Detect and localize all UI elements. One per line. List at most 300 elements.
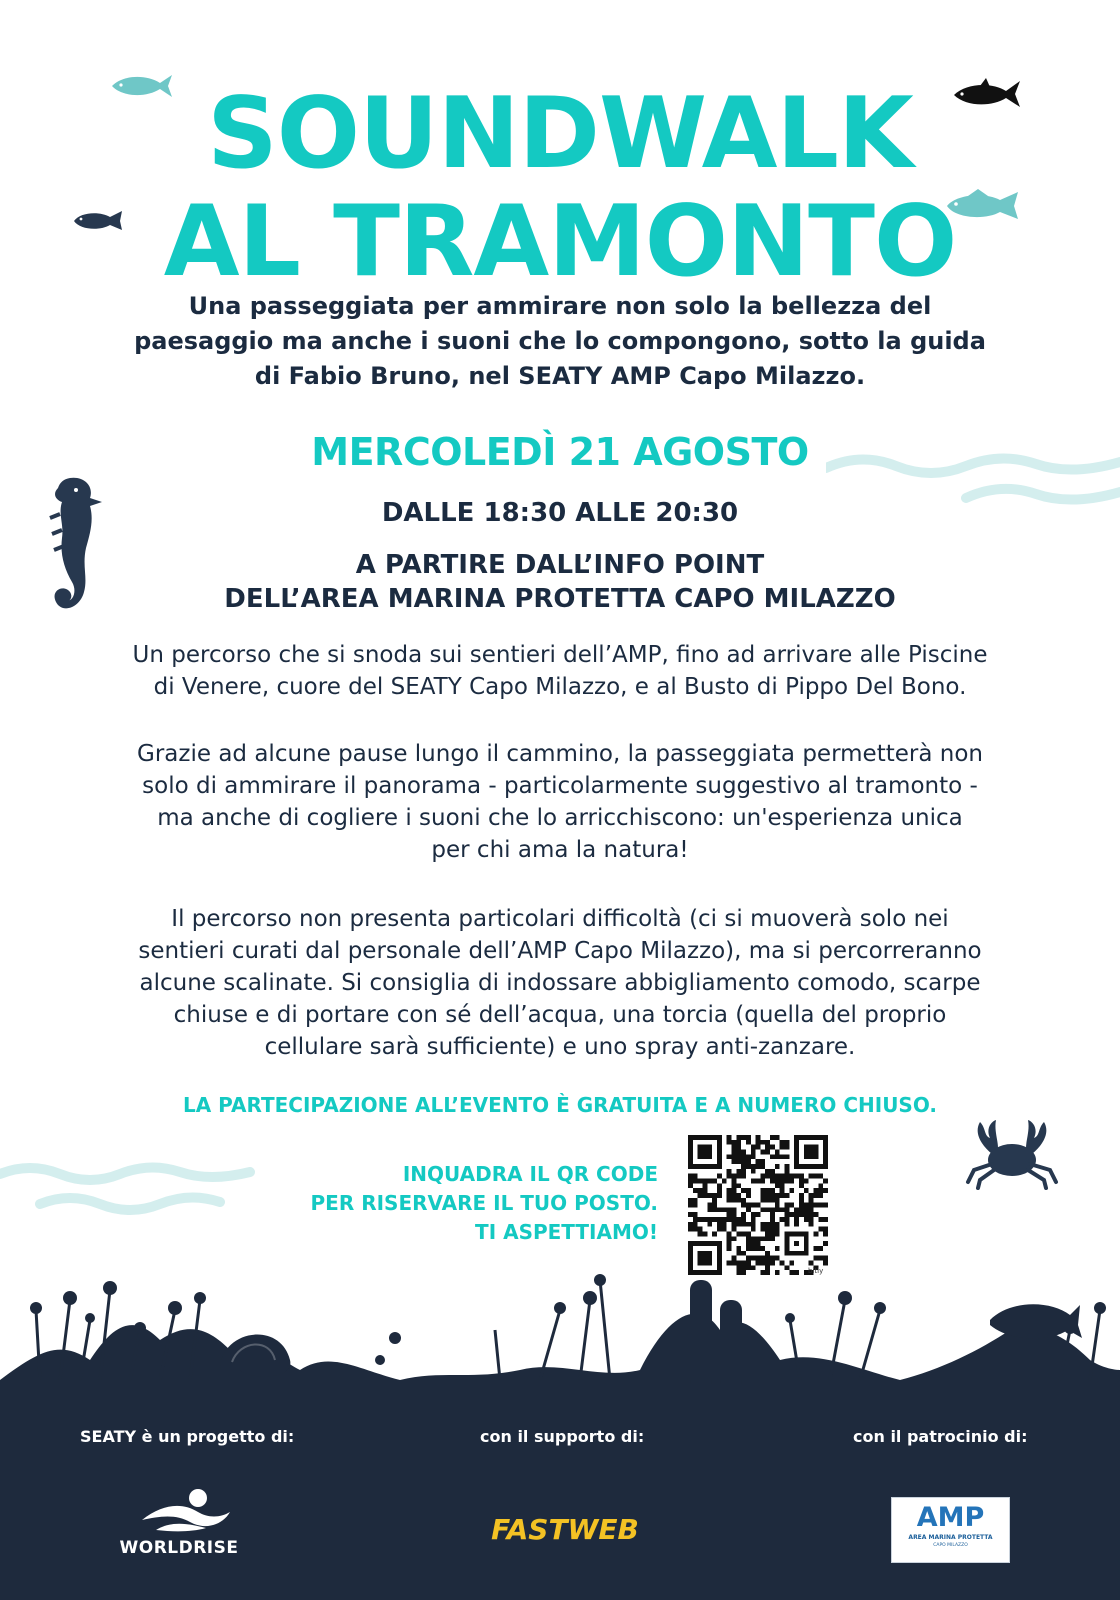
amp-logo-location: CAPO MILAZZO	[933, 1543, 968, 1548]
qr-module	[727, 1232, 732, 1237]
qr-code-icon[interactable]	[688, 1135, 828, 1275]
qr-module	[818, 1217, 823, 1222]
qr-module	[765, 1188, 770, 1193]
qr-module	[785, 1178, 790, 1183]
qr-module	[809, 1212, 814, 1217]
qr-module	[746, 1203, 751, 1208]
qr-module	[765, 1198, 770, 1203]
qr-module	[707, 1217, 712, 1222]
qr-module	[809, 1198, 814, 1203]
qr-module	[688, 1174, 693, 1179]
qr-module	[799, 1183, 804, 1188]
qr-module	[736, 1183, 741, 1188]
qr-module	[736, 1217, 741, 1222]
qr-module	[731, 1236, 736, 1241]
qr-module	[809, 1207, 814, 1212]
qr-module	[731, 1145, 736, 1150]
qr-module	[746, 1154, 751, 1159]
description-paragraph-3	[85, 903, 1035, 1063]
qr-module	[785, 1154, 790, 1159]
qr-module	[789, 1261, 794, 1266]
qr-module	[741, 1188, 746, 1193]
qr-module	[760, 1222, 765, 1227]
qr-module	[814, 1246, 819, 1251]
qr-module	[712, 1232, 717, 1237]
qr-module	[751, 1203, 756, 1208]
qr-module	[727, 1261, 732, 1266]
qr-module	[693, 1174, 698, 1179]
qr-module	[780, 1154, 785, 1159]
qr-module	[804, 1188, 809, 1193]
qr-module	[717, 1183, 722, 1188]
qr-module	[751, 1241, 756, 1246]
qr-module	[756, 1140, 761, 1145]
qr-module	[746, 1241, 751, 1246]
qr-module	[760, 1256, 765, 1261]
qr-module	[746, 1232, 751, 1237]
qr-module	[736, 1140, 741, 1145]
qr-module	[731, 1140, 736, 1145]
qr-module	[823, 1227, 828, 1232]
qr-module	[760, 1140, 765, 1145]
qr-module	[717, 1193, 722, 1198]
qr-module	[799, 1212, 804, 1217]
qr-module	[760, 1159, 765, 1164]
qr-module	[765, 1193, 770, 1198]
qr-module	[818, 1183, 823, 1188]
qr-module	[770, 1135, 775, 1140]
qr-module	[717, 1207, 722, 1212]
qr-module	[741, 1198, 746, 1203]
qr-module	[780, 1261, 785, 1266]
qr-module	[809, 1261, 814, 1266]
wave-decoration-icon	[0, 1160, 260, 1220]
qr-module	[756, 1236, 761, 1241]
qr-module	[751, 1145, 756, 1150]
qr-module	[741, 1251, 746, 1256]
worldrise-logo: WORLDRISE	[119, 1538, 239, 1558]
qr-module	[765, 1261, 770, 1266]
qr-module	[741, 1232, 746, 1237]
qr-module	[760, 1164, 765, 1169]
qr-module	[707, 1222, 712, 1227]
qr-module	[756, 1164, 761, 1169]
qr-module	[731, 1256, 736, 1261]
paragraph-line: di Venere, cuore del SEATY Capo Milazzo, e al Busto di Pippo Del Bono.	[153, 674, 967, 700]
description-paragraph-2	[85, 738, 1035, 866]
qr-module	[727, 1246, 732, 1251]
qr-module	[818, 1203, 823, 1208]
qr-module	[765, 1232, 770, 1237]
qr-module	[698, 1227, 703, 1232]
qr-module	[712, 1193, 717, 1198]
qr-module	[818, 1246, 823, 1251]
qr-module	[693, 1217, 698, 1222]
amp-logo-text: AMP	[916, 1502, 985, 1533]
qr-module	[823, 1217, 828, 1222]
qr-module	[794, 1212, 799, 1217]
qr-module	[717, 1222, 722, 1227]
qr-module	[727, 1193, 732, 1198]
qr-module	[736, 1222, 741, 1227]
qr-module	[717, 1217, 722, 1222]
qr-module	[751, 1164, 756, 1169]
qr-module	[741, 1169, 746, 1174]
qr-module	[707, 1178, 712, 1183]
qr-module	[770, 1198, 775, 1203]
qr-module	[731, 1222, 736, 1227]
qr-module	[707, 1193, 712, 1198]
qr-module	[731, 1227, 736, 1232]
qr-module	[756, 1241, 761, 1246]
paragraph-line: sentieri curati dal personale dell’AMP Capo Milazzo), ma si percorreranno	[138, 938, 982, 964]
qr-module	[780, 1193, 785, 1198]
qr-module	[693, 1188, 698, 1193]
paragraph-line: alcune scalinate. Si consiglia di indossare abbigliamento comodo, scarpe	[139, 970, 981, 996]
qr-module	[693, 1198, 698, 1203]
qr-module	[712, 1198, 717, 1203]
qr-module	[736, 1261, 741, 1266]
qr-module	[751, 1256, 756, 1261]
qr-module	[751, 1178, 756, 1183]
qr-module	[746, 1256, 751, 1261]
patronage-label: con il patrocinio di:	[853, 1427, 1028, 1446]
qr-module	[775, 1232, 780, 1237]
qr-module	[775, 1207, 780, 1212]
qr-module	[809, 1174, 814, 1179]
qr-module	[814, 1232, 819, 1237]
qr-module	[775, 1203, 780, 1208]
qr-module	[785, 1207, 790, 1212]
qr-module	[727, 1188, 732, 1193]
qr-module	[741, 1261, 746, 1266]
qr-module	[727, 1169, 732, 1174]
qr-module	[765, 1149, 770, 1154]
qr-module	[731, 1188, 736, 1193]
qr-module	[775, 1154, 780, 1159]
qr-module	[727, 1236, 732, 1241]
qr-module	[785, 1203, 790, 1208]
qr-module	[746, 1135, 751, 1140]
qr-module	[741, 1154, 746, 1159]
qr-module	[775, 1164, 780, 1169]
paragraph-line: Il percorso non presenta particolari difficoltà (ci si muoverà solo nei	[171, 906, 949, 932]
qr-module	[823, 1261, 828, 1266]
qr-module	[804, 1212, 809, 1217]
qr-module	[741, 1222, 746, 1227]
qr-line: INQUADRA IL QR CODE	[402, 1162, 658, 1186]
qr-module	[818, 1193, 823, 1198]
qr-module	[717, 1227, 722, 1232]
qr-module	[727, 1140, 732, 1145]
qr-module	[780, 1140, 785, 1145]
project-label: SEATY è un progetto di:	[80, 1427, 295, 1446]
qr-module	[702, 1217, 707, 1222]
qr-module	[702, 1193, 707, 1198]
qr-module	[731, 1198, 736, 1203]
qr-module	[770, 1207, 775, 1212]
qr-module	[789, 1212, 794, 1217]
title-line-1: SOUNDWALK	[207, 77, 913, 191]
qr-module	[780, 1145, 785, 1150]
qr-module	[736, 1251, 741, 1256]
qr-module	[746, 1188, 751, 1193]
qr-module	[688, 1198, 693, 1203]
qr-module	[780, 1217, 785, 1222]
qr-module	[741, 1149, 746, 1154]
qr-module	[746, 1140, 751, 1145]
qr-module	[780, 1207, 785, 1212]
qr-module	[746, 1207, 751, 1212]
paragraph-line: Grazie ad alcune pause lungo il cammino, la passeggiata permetterà non	[137, 741, 983, 767]
qr-module	[722, 1178, 727, 1183]
qr-module	[799, 1178, 804, 1183]
qr-module	[731, 1154, 736, 1159]
qr-module	[760, 1246, 765, 1251]
qr-module	[731, 1149, 736, 1154]
qr-module	[736, 1193, 741, 1198]
qr-module	[814, 1193, 819, 1198]
support-label: con il supporto di:	[480, 1427, 645, 1446]
qr-module	[736, 1149, 741, 1154]
qr-module	[698, 1188, 703, 1193]
qr-module	[775, 1227, 780, 1232]
qr-module	[731, 1178, 736, 1183]
qr-module	[702, 1178, 707, 1183]
qr-module	[823, 1178, 828, 1183]
qr-module	[756, 1212, 761, 1217]
qr-module	[731, 1193, 736, 1198]
qr-module	[722, 1217, 727, 1222]
qr-module	[775, 1198, 780, 1203]
qr-module	[741, 1212, 746, 1217]
qr-line: PER RISERVARE IL TUO POSTO.	[310, 1191, 658, 1215]
qr-module	[727, 1217, 732, 1222]
qr-module	[712, 1207, 717, 1212]
qr-module	[736, 1135, 741, 1140]
qr-module	[770, 1145, 775, 1150]
qr-module	[746, 1193, 751, 1198]
qr-module	[741, 1159, 746, 1164]
qr-module	[765, 1169, 770, 1174]
title-line-2: AL TRAMONTO	[163, 185, 957, 299]
qr-module	[785, 1145, 790, 1150]
qr-module	[804, 1207, 809, 1212]
qr-module	[746, 1159, 751, 1164]
qr-module	[775, 1178, 780, 1183]
qr-module	[698, 1217, 703, 1222]
qr-module	[770, 1174, 775, 1179]
qr-module	[751, 1217, 756, 1222]
qr-module	[698, 1178, 703, 1183]
qr-module	[731, 1159, 736, 1164]
worldrise-logo-icon	[138, 1486, 234, 1534]
qr-module	[818, 1227, 823, 1232]
qr-module	[731, 1183, 736, 1188]
qr-module	[780, 1188, 785, 1193]
qr-module	[741, 1174, 746, 1179]
qr-module	[736, 1159, 741, 1164]
qr-module	[746, 1246, 751, 1251]
qr-module	[814, 1256, 819, 1261]
qr-module	[775, 1246, 780, 1251]
qr-module	[775, 1149, 780, 1154]
qr-module	[770, 1236, 775, 1241]
qr-module	[736, 1169, 741, 1174]
qr-module	[693, 1227, 698, 1232]
qr-module	[760, 1178, 765, 1183]
paragraph-line: ma anche di cogliere i suoni che lo arricchiscono: un'esperienza unica	[157, 805, 963, 831]
qr-module	[727, 1135, 732, 1140]
qr-module	[751, 1222, 756, 1227]
qr-module	[809, 1193, 814, 1198]
qr-module	[785, 1222, 790, 1227]
qr-module	[794, 1174, 799, 1179]
qr-module	[756, 1159, 761, 1164]
qr-module	[770, 1212, 775, 1217]
qr-module	[770, 1222, 775, 1227]
paragraph-line: solo di ammirare il panorama - particolarmente suggestivo al tramonto -	[142, 773, 978, 799]
crab-icon	[964, 1114, 1060, 1190]
qr-module	[775, 1183, 780, 1188]
qr-module	[756, 1246, 761, 1251]
qr-module	[775, 1193, 780, 1198]
qr-module	[799, 1174, 804, 1179]
location-line: DELL’AREA MARINA PROTETTA CAPO MILAZZO	[224, 584, 896, 614]
qr-module	[717, 1188, 722, 1193]
qr-module	[804, 1217, 809, 1222]
qr-module	[789, 1178, 794, 1183]
location-line: A PARTIRE DALL’INFO POINT	[355, 550, 765, 580]
qr-module	[736, 1174, 741, 1179]
qr-module	[775, 1222, 780, 1227]
qr-module	[785, 1212, 790, 1217]
event-date: MERCOLEDÌ 21 AGOSTO	[311, 430, 809, 474]
qr-module	[736, 1246, 741, 1251]
qr-module	[741, 1135, 746, 1140]
qr-module	[702, 1232, 707, 1237]
intro-line: di Fabio Bruno, nel SEATY AMP Capo Milazzo.	[254, 362, 866, 390]
qr-module	[751, 1212, 756, 1217]
qr-module	[794, 1217, 799, 1222]
qr-module	[814, 1203, 819, 1208]
qr-module	[731, 1174, 736, 1179]
qr-module	[785, 1169, 790, 1174]
qr-module	[770, 1232, 775, 1237]
qr-module	[780, 1174, 785, 1179]
qr-caption: bitly	[808, 1267, 824, 1275]
qr-module	[688, 1227, 693, 1232]
qr-module	[693, 1212, 698, 1217]
qr-module	[727, 1241, 732, 1246]
qr-module	[702, 1183, 707, 1188]
qr-module	[760, 1227, 765, 1232]
qr-module	[785, 1217, 790, 1222]
qr-module	[693, 1203, 698, 1208]
qr-module	[785, 1164, 790, 1169]
qr-module	[770, 1256, 775, 1261]
qr-module	[741, 1164, 746, 1169]
qr-module	[765, 1256, 770, 1261]
qr-module	[823, 1232, 828, 1237]
qr-module	[741, 1203, 746, 1208]
qr-module	[823, 1188, 828, 1193]
qr-module	[804, 1178, 809, 1183]
qr-module	[760, 1236, 765, 1241]
qr-module	[751, 1149, 756, 1154]
qr-module	[789, 1174, 794, 1179]
qr-module	[765, 1145, 770, 1150]
amp-logo-subtitle: AREA MARINA PROTETTA	[908, 1534, 993, 1541]
qr-module	[722, 1227, 727, 1232]
qr-module	[770, 1217, 775, 1222]
qr-module	[760, 1198, 765, 1203]
qr-module	[765, 1174, 770, 1179]
qr-module	[765, 1140, 770, 1145]
qr-module	[736, 1145, 741, 1150]
amp-logo	[891, 1497, 1010, 1563]
qr-module	[751, 1227, 756, 1232]
qr-module	[770, 1227, 775, 1232]
qr-module	[736, 1198, 741, 1203]
qr-module	[712, 1217, 717, 1222]
qr-module	[770, 1178, 775, 1183]
qr-module	[746, 1222, 751, 1227]
qr-instructions	[240, 1160, 658, 1247]
qr-module	[693, 1222, 698, 1227]
qr-module	[770, 1193, 775, 1198]
qr-module	[760, 1261, 765, 1266]
qr-module	[765, 1227, 770, 1232]
event-time: DALLE 18:30 ALLE 20:30	[381, 498, 739, 528]
qr-module	[794, 1207, 799, 1212]
qr-module	[765, 1207, 770, 1212]
qr-module	[751, 1169, 756, 1174]
qr-module	[799, 1193, 804, 1198]
qr-module	[756, 1145, 761, 1150]
qr-module	[727, 1174, 732, 1179]
qr-module	[814, 1188, 819, 1193]
qr-module	[698, 1193, 703, 1198]
qr-module	[799, 1203, 804, 1208]
qr-module	[809, 1217, 814, 1222]
qr-module	[688, 1183, 693, 1188]
qr-module	[712, 1178, 717, 1183]
qr-module	[731, 1207, 736, 1212]
qr-module	[789, 1188, 794, 1193]
qr-module	[688, 1203, 693, 1208]
qr-module	[785, 1174, 790, 1179]
intro-text	[90, 289, 1030, 394]
qr-module	[814, 1212, 819, 1217]
qr-module	[756, 1135, 761, 1140]
qr-module	[760, 1193, 765, 1198]
qr-module	[746, 1236, 751, 1241]
qr-module	[756, 1203, 761, 1208]
qr-module	[756, 1178, 761, 1183]
qr-module	[780, 1178, 785, 1183]
qr-module	[722, 1222, 727, 1227]
qr-module	[780, 1183, 785, 1188]
qr-module	[823, 1256, 828, 1261]
qr-module	[760, 1149, 765, 1154]
qr-module	[809, 1222, 814, 1227]
qr-module	[785, 1140, 790, 1145]
qr-module	[770, 1188, 775, 1193]
qr-module	[823, 1203, 828, 1208]
qr-module	[823, 1241, 828, 1246]
qr-module	[707, 1203, 712, 1208]
